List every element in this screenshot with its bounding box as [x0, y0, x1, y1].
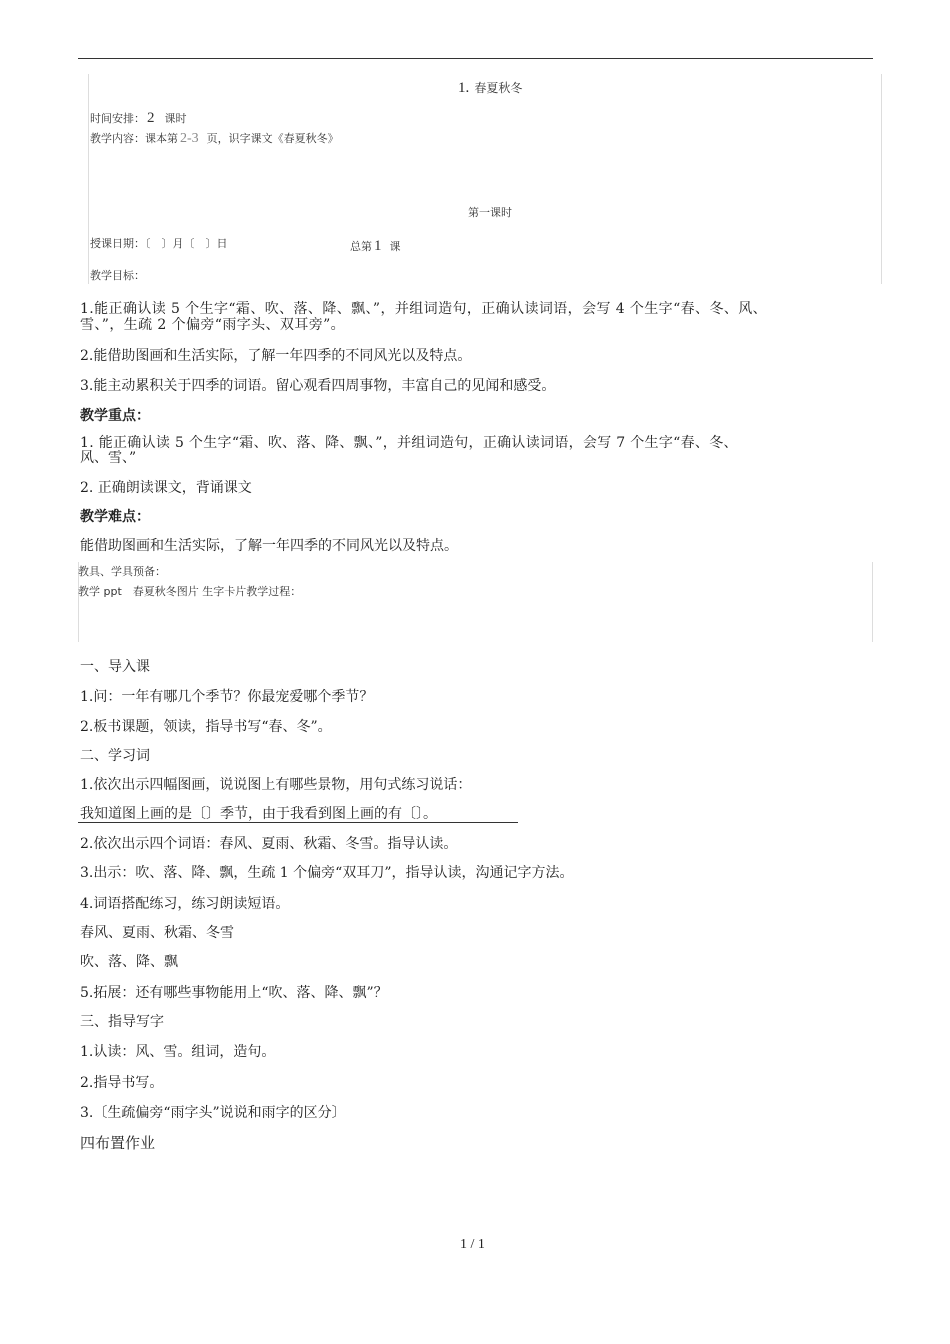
- process-item: 1.问：一年有哪几个季节？你最宠爱哪个季节？: [80, 689, 374, 705]
- key-point-1-line-1: 1. 能正确认读 5 个生字“霜、吹、落、降、飘、”，并组词造句，正确认读词语，会写 7 个生字“春、冬、: [80, 435, 738, 451]
- process-item: 2.依次出示四个词语：春风、夏雨、秋霜、冬雪。指导认读。: [80, 836, 458, 852]
- key-point-2: 2. 正确朗读课文，背诵课文: [80, 480, 252, 496]
- process-item: 5.拓展：还有哪些事物能用上“吹、落、降、飘”？: [80, 985, 388, 1001]
- first-lesson-heading: 第一课时: [468, 206, 512, 219]
- process-section-3: 三、指导写字: [80, 1014, 164, 1030]
- word-pairs-1: 春风、夏雨、秋霜、冬雪: [80, 925, 234, 941]
- key-point-1-line-2: 风、雪、”: [80, 450, 137, 466]
- process-item: 4.词语搭配练习，练习朗读短语。: [80, 896, 290, 912]
- page-number: 1 / 1: [460, 1237, 485, 1252]
- sentence-pattern: 我知道图上画的是〔〕季节，由于我看到图上画的有〔〕。: [80, 806, 437, 822]
- difficulty-text: 能借助图画和生活实际，了解一年四季的不同风光以及特点。: [80, 538, 458, 554]
- process-section-1: 一、导入课: [80, 659, 150, 675]
- difficulty-label: 教学难点：: [80, 509, 150, 525]
- process-section-4: 四布置作业: [80, 1134, 156, 1152]
- tools-and-process-line: 教学 ppt 春夏秋冬图片 生字卡片教学过程：: [78, 585, 302, 598]
- goal-1-line-2: 雪、”，生疏 2 个偏旁“雨字头、双耳旁”。: [80, 317, 346, 333]
- teaching-content: 教学内容：课本第 2-3 页，识字课文《春夏秋冬》: [90, 131, 339, 146]
- process-item: 3.〔生疏偏旁“雨字头”说说和雨字的区分〕: [80, 1105, 346, 1121]
- process-item: 3.出示：吹、落、降、飘，生疏 1 个偏旁“双耳刀”，指导认读，沟通记字方法。: [80, 865, 574, 881]
- header-box-right-border: [881, 74, 882, 284]
- word-pairs-2: 吹、落、降、飘: [80, 954, 178, 970]
- tools-box-right-border: [872, 562, 873, 642]
- teaching-goals-label: 教学目标：: [90, 269, 145, 282]
- process-section-2: 二、学习词: [80, 748, 150, 764]
- tools-label: 教具、学具预备：: [78, 565, 166, 578]
- key-points-label: 教学重点：: [80, 408, 150, 424]
- header-box-left-border: [88, 74, 89, 284]
- goal-2: 2.能借助图画和生活实际，了解一年四季的不同风光以及特点。: [80, 348, 472, 364]
- process-item: 1.认读：风、雪。组词，造句。: [80, 1044, 276, 1060]
- total-lesson-count: 总第 1 课: [350, 238, 401, 254]
- process-item: 2.指导书写。: [80, 1075, 164, 1091]
- process-item: 1.依次出示四幅图画，说说图上有哪些景物，用句式练习说话：: [80, 777, 472, 793]
- lesson-title: 1. 春夏秋冬: [458, 80, 523, 96]
- sentence-pattern-underline: [78, 822, 518, 823]
- goal-1-line-1: 1.能正确认读 5 个生字“霜、吹、落、降、飘、”，并组词造句，正确认读词语，会写 4 个生字“春、冬、风、: [80, 301, 768, 317]
- process-item: 2.板书课题，领读，指导书写“春、冬”。: [80, 719, 332, 735]
- lesson-date: 授课日期：〔 〕月〔 〕日: [90, 237, 228, 250]
- goal-3: 3.能主动累积关于四季的词语。留心观看四周事物，丰富自己的见闻和感受。: [80, 378, 556, 394]
- top-rule: [78, 58, 873, 59]
- time-schedule: 时间安排： 2 课时: [90, 110, 187, 126]
